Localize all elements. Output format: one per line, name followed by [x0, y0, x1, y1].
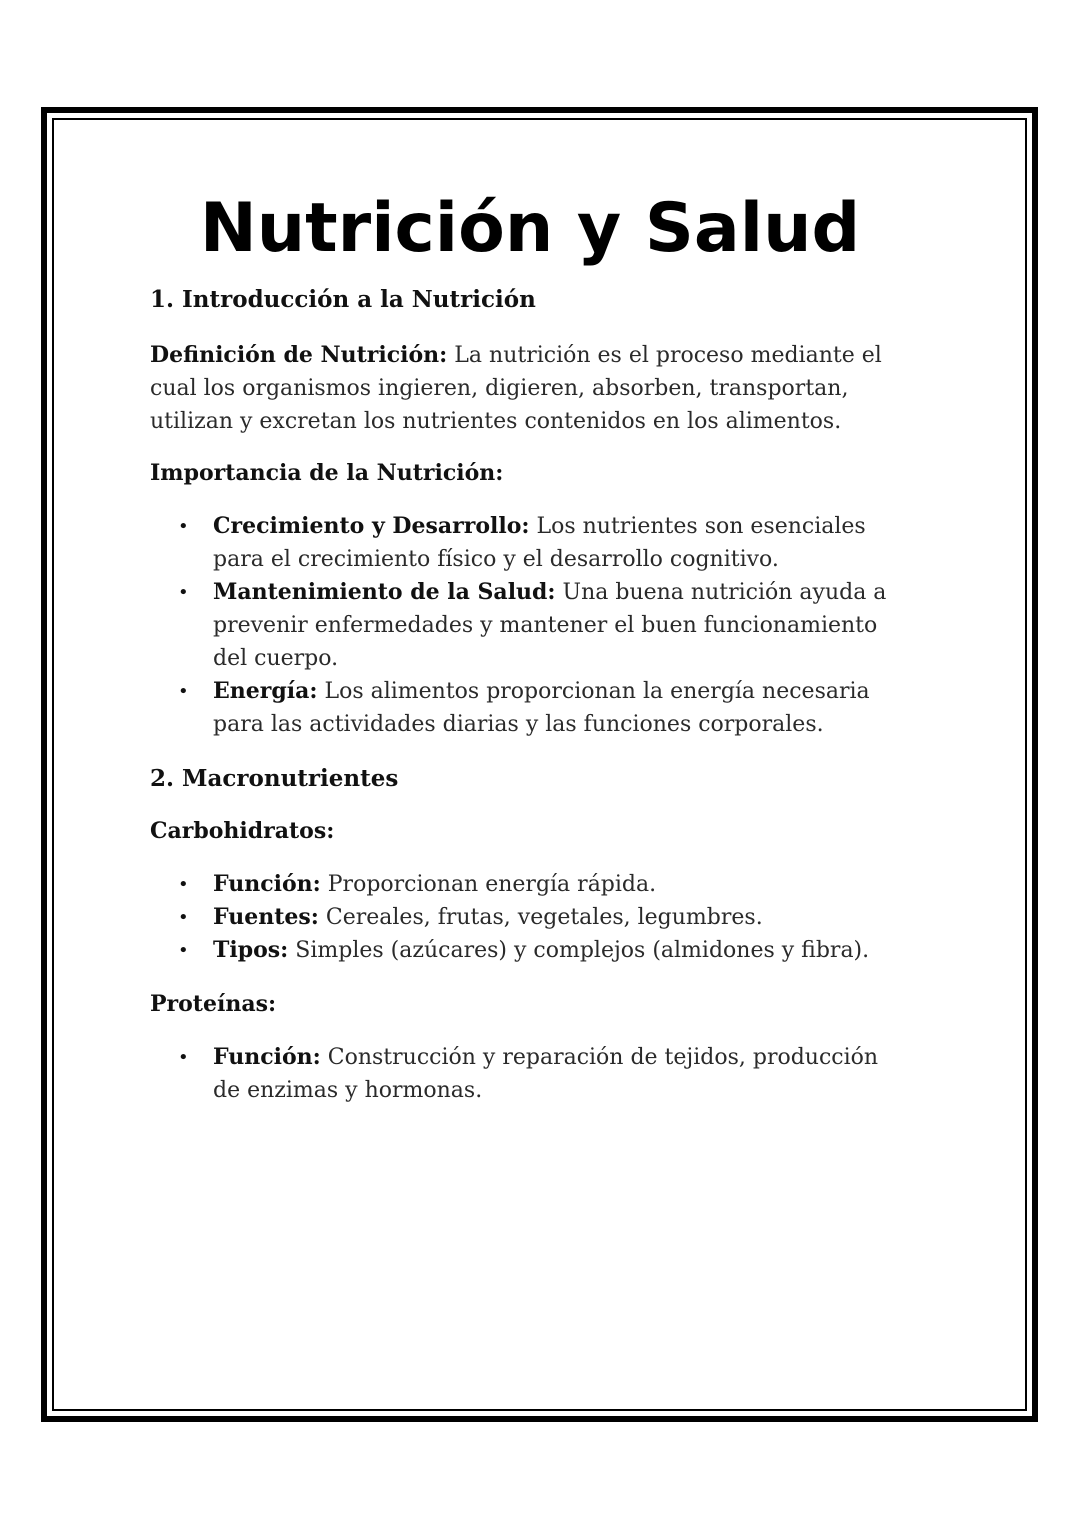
item-text: Construcción y reparación de tejidos, producción de enzimas y hormonas.: [213, 1045, 879, 1104]
list-item: [178, 868, 910, 901]
item-label: Función:: [213, 871, 321, 898]
importance-heading: Importancia de la Nutrición:: [150, 460, 504, 487]
list-item: [178, 1041, 910, 1107]
bullet-icon: •: [178, 940, 189, 962]
item-text: Los nutrientes son esenciales para el crecimiento físico y el desarrollo cognitivo.: [213, 514, 866, 573]
item-label: Tipos:: [213, 937, 289, 964]
bullet-icon: •: [178, 907, 189, 929]
page-title: Nutrición y Salud: [199, 189, 861, 268]
item-text: Cereales, frutas, vegetales, legumbres.: [318, 905, 763, 931]
definition-text: La nutrición es el proceso mediante el cual los organismos ingieren, digieren, absorben, transportan, utilizan y excretan los nutrientes contenidos en los alimentos.: [150, 343, 882, 435]
proteins-heading: Proteínas:: [150, 991, 277, 1018]
item-text: Simples (azúcares) y complejos (almidones y fibra).: [288, 938, 870, 964]
bullet-icon: •: [178, 1047, 189, 1069]
item-label: Mantenimiento de la Salud:: [213, 579, 556, 606]
item-label: Función:: [213, 1044, 321, 1071]
item-label: Crecimiento y Desarrollo:: [213, 513, 530, 540]
carbs-list: [150, 868, 910, 967]
list-item: [178, 675, 910, 741]
item-text: Los alimentos proporcionan la energía necesaria para las actividades diarias y las funciones corporales.: [213, 679, 870, 738]
list-item: [178, 934, 910, 967]
bullet-icon: •: [178, 874, 189, 896]
list-item: [178, 901, 910, 934]
definition-paragraph: [150, 339, 910, 438]
definition-label: Definición de Nutrición:: [150, 342, 448, 369]
section-heading-introduccion: 1. Introducción a la Nutrición: [150, 286, 536, 314]
section-heading-macronutrientes: 2. Macronutrientes: [150, 765, 399, 793]
bullet-icon: •: [178, 681, 189, 703]
document-body: [150, 190, 910, 1131]
bullet-icon: •: [178, 582, 189, 604]
item-text: Proporcionan energía rápida.: [320, 872, 657, 898]
proteins-list: [150, 1041, 910, 1107]
item-label: Fuentes:: [213, 904, 319, 931]
bullet-icon: •: [178, 516, 189, 538]
importance-list: [150, 510, 910, 741]
list-item: [178, 510, 910, 576]
carbs-heading: Carbohidratos:: [150, 818, 335, 845]
list-item: [178, 576, 910, 675]
item-text: Una buena nutrición ayuda a prevenir enfermedades y mantener el buen funcionamiento del cuerpo.: [213, 580, 887, 672]
item-label: Energía:: [213, 678, 318, 705]
